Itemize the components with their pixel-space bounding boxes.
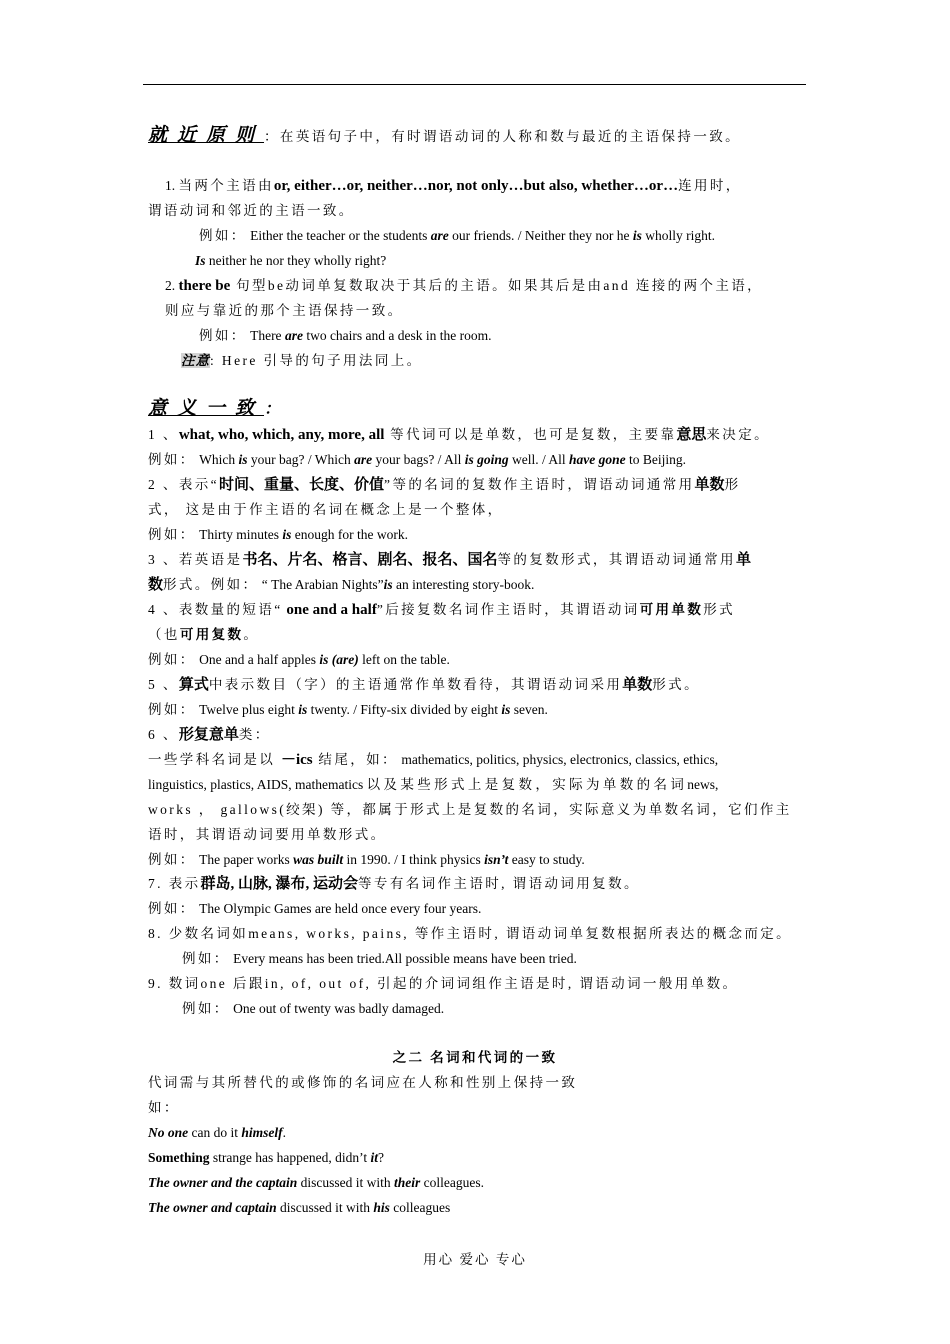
rule2-item5-example: 例如： Twelve plus eight is twenty. / Fifty-six divided by eight is seven. bbox=[148, 702, 548, 717]
page-footer: 用心 爱心 专心 bbox=[423, 1252, 527, 1267]
rule2-item6-example: 例如： The paper works was built in 1990. / I think physics isn’t easy to study. bbox=[148, 852, 585, 867]
section2-ru: 如： bbox=[148, 1100, 180, 1115]
rule1-desc: ：在英语句子中，有时谓语动词的人称和数与最近的主语保持一致。 bbox=[264, 129, 742, 144]
rule2-item1: 1 、what, who, which, any, more, all 等代词可以是单数，也可是复数，主要靠意思来决定。 bbox=[148, 427, 771, 443]
rule2-item8-example: 例如： Every means has been tried.All possible means have been tried. bbox=[182, 951, 577, 966]
section2-sentence1: No one can do it himself. bbox=[148, 1125, 287, 1140]
rule2-item2-example: 例如： Thirty minutes is enough for the work. bbox=[148, 527, 408, 542]
rule2-item6-line4: 语时，其谓语动词要用单数形式。 bbox=[148, 827, 387, 842]
rule1-item2-example: 例如： There are two chairs and a desk in the room. bbox=[199, 328, 492, 343]
rule2-item2: 2 、表示“时间、重量、长度、价值”等的名词的复数作主语时，谓语动词通常用单数形 bbox=[148, 477, 741, 493]
rule2-heading-line: 意义一致： bbox=[148, 398, 281, 419]
rule2-item7-example: 例如： The Olympic Games are held once every four years. bbox=[148, 901, 482, 916]
rule1-note: 注意: Here 引导的句子用法同上。 bbox=[181, 353, 423, 368]
rule2-item4-line2: （也可用复数。 bbox=[148, 627, 260, 642]
rule2-item4-example: 例如： One and a half apples is (are) left on the table. bbox=[148, 652, 450, 667]
header-rule bbox=[143, 84, 806, 85]
rule2-item6-line1: 一些学科名词是以 －ics 结尾，如： mathematics, politics, physics, electronics, classics, ethics, bbox=[148, 752, 719, 768]
rule2-item6: 6 、形复意单类： bbox=[148, 727, 271, 743]
rule1-item1-line2: 谓语动词和邻近的主语一致。 bbox=[148, 203, 355, 218]
rule2-item4: 4 、表数量的短语“ one and a half”后接复数名词作主语时，其谓语动词可用单数形式 bbox=[148, 602, 736, 618]
section2-desc: 代词需与其所替代的或修饰的名词应在人称和性别上保持一致 bbox=[148, 1075, 578, 1090]
rule1-item1-example2: Is neither he nor they wholly right? bbox=[195, 253, 387, 268]
section2-sentence3: The owner and the captain discussed it with their colleagues. bbox=[148, 1175, 485, 1190]
rule1-item2-line1: 2. there be 句型be动词单复数取决于其后的主语。如果其后是由and 连接的两个主语， bbox=[165, 278, 764, 294]
rule1-item1-example: 例如： Either the teacher or the students are our friends. / Neither they nor he is wholly right. bbox=[199, 228, 715, 243]
rule2-item8: 8. 少数名词如means, works, pains, 等作主语时, 谓语动词单复数根据所表达的概念而定。 bbox=[148, 926, 793, 941]
section2-sentence2: Something strange has happened, didn’t it? bbox=[148, 1150, 384, 1165]
rule1-item1-line1: 1. 当两个主语由or, either…or, neither…nor, not only…but also, whether…or…连用时， bbox=[165, 178, 742, 194]
rule2-item2-line2: 式， 这是由于作主语的名词在概念上是一个整体， bbox=[148, 502, 504, 517]
rule2-item5: 5 、算式中表示数目（字）的主语通常作单数看待，其谓语动词采用单数形式。 bbox=[148, 677, 700, 693]
rule2-item3-line2: 数形式。例如： “ The Arabian Nights”is an interesting story-book. bbox=[148, 577, 535, 593]
rule1-heading: 就近原则 bbox=[148, 125, 265, 146]
rule2-item7: 7. 表示群岛, 山脉, 瀑布, 运动会等专有名词作主语时, 谓语动词用复数。 bbox=[148, 876, 640, 892]
conjunction-list: or, either…or, neither…nor, not only…but also, whether…or… bbox=[273, 178, 679, 194]
rule2-heading: 意义一致 bbox=[148, 398, 265, 419]
rule2-item9: 9. 数词one 后跟in, of, out of, 引起的介词词组作主语是时, 谓语动词一般用单数。 bbox=[148, 976, 739, 991]
rule2-item3: 3 、若英语是书名、片名、格言、剧名、报名、国名等的复数形式，其谓语动词通常用单 bbox=[148, 552, 751, 568]
rule1-item2-line2: 则应与靠近的那个主语保持一致。 bbox=[165, 303, 404, 318]
note-label: 注意 bbox=[181, 353, 210, 368]
rule1-heading-line bbox=[148, 127, 741, 146]
rule2-item1-example: 例如： Which is your bag? / Which are your bags? / All is going well. / All have gone to Beijing. bbox=[148, 452, 686, 467]
rule2-item6-line2: linguistics, plastics, AIDS, mathematics 以 及 某 些 形 式 上 是 复 数 ， 实 际 为 单 数 的 名 词 news, bbox=[148, 777, 719, 792]
section2-title: 之二 名词和代词的一致 bbox=[392, 1050, 558, 1065]
section2-sentence4: The owner and captain discussed it with his colleagues bbox=[148, 1200, 451, 1215]
rule2-item9-example: 例如： One out of twenty was badly damaged. bbox=[182, 1001, 445, 1016]
rule2-item6-line3: works ， gallows(绞架) 等，都属于形式上是复数的名词，实际意义为单数名词，它们作主 bbox=[148, 802, 792, 817]
